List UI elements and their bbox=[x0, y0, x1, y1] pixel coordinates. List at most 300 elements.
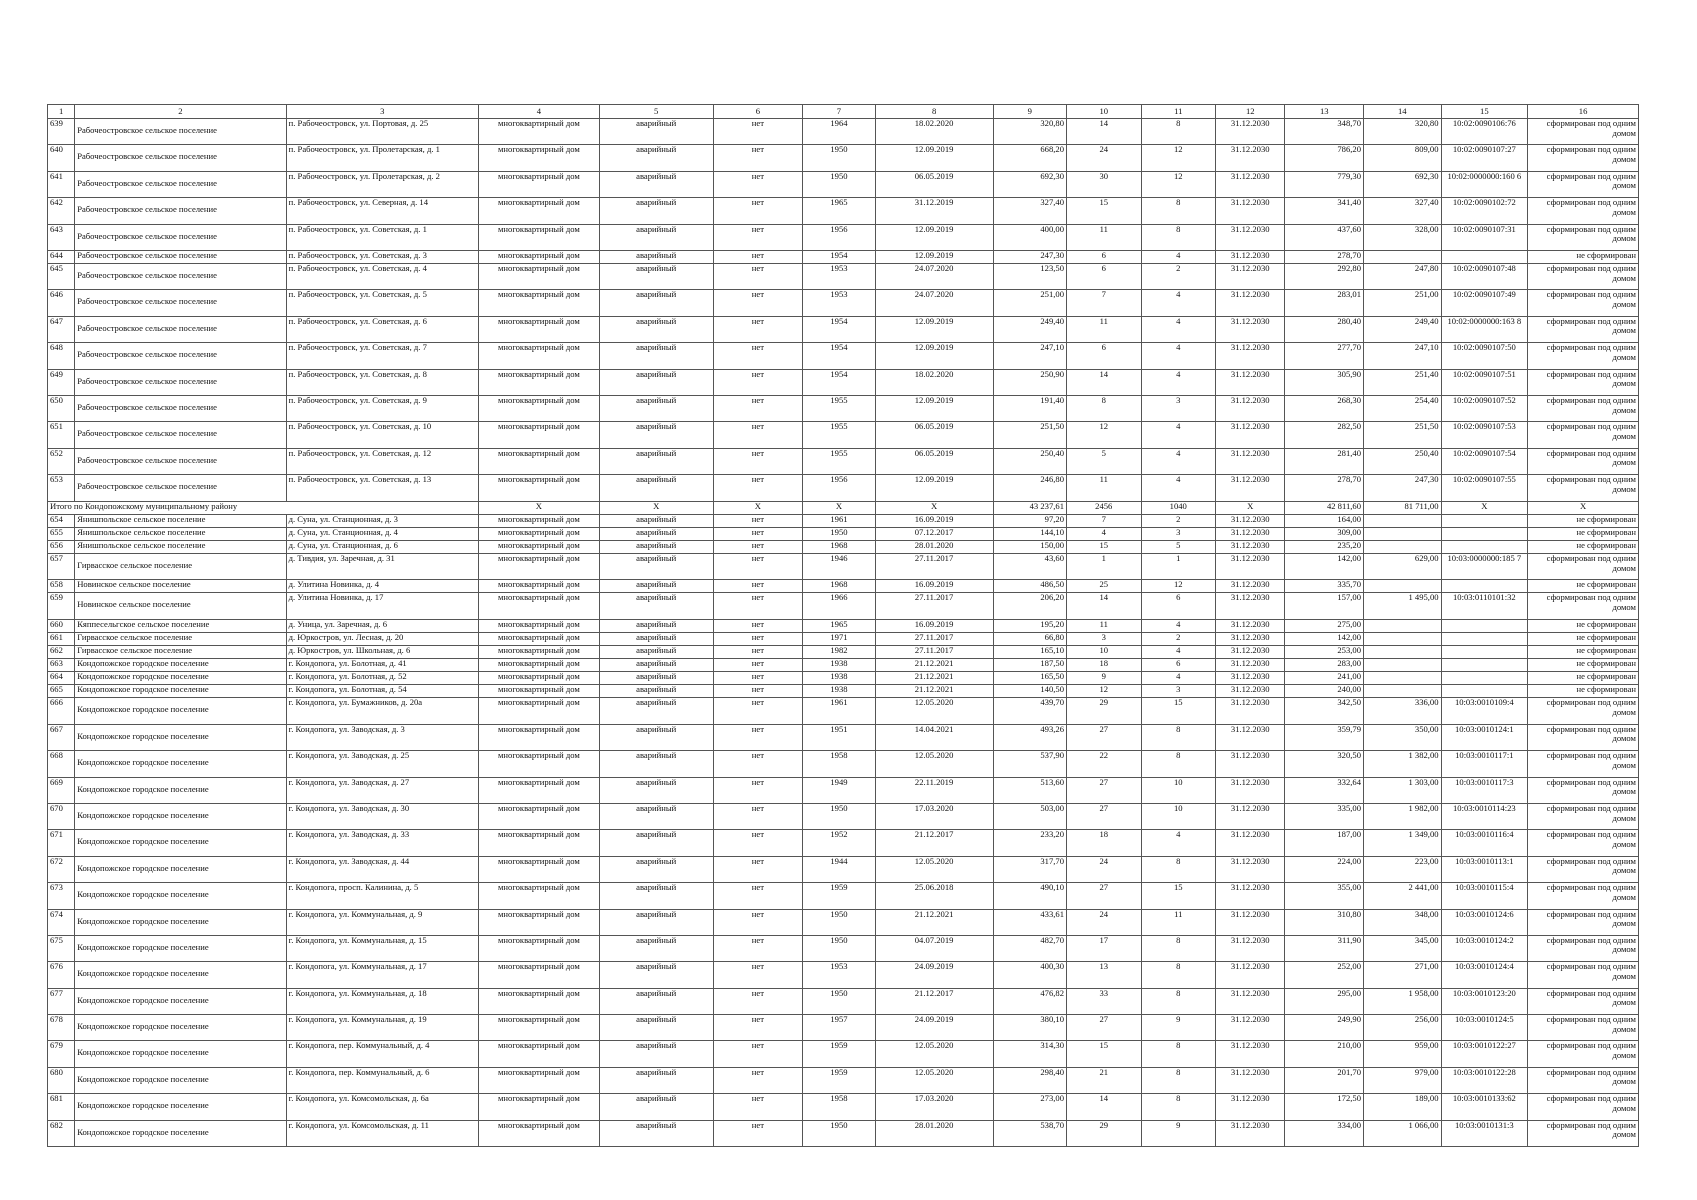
building-type: многоквартирный дом bbox=[478, 422, 599, 448]
municipality-text: Рабочеостровское сельское поселение bbox=[77, 177, 217, 188]
land-area: 1 495,00 bbox=[1364, 593, 1442, 619]
column-6: нет bbox=[713, 909, 803, 935]
residents-count: 11 bbox=[1067, 316, 1142, 342]
land-area bbox=[1364, 619, 1442, 632]
planned-date: 31.12.2030 bbox=[1216, 343, 1285, 369]
area-value: 253,00 bbox=[1285, 646, 1364, 659]
apartments-count: 4 bbox=[1141, 250, 1216, 263]
row-number: 659 bbox=[48, 593, 75, 619]
table-row bbox=[48, 632, 1639, 645]
table-row bbox=[48, 540, 1639, 553]
land-area bbox=[1364, 685, 1442, 698]
total-area: 247,10 bbox=[993, 343, 1067, 369]
cadastral-number: 10:03:0010124:1 bbox=[1441, 724, 1528, 750]
recognition-date: 06.05.2019 bbox=[875, 422, 993, 448]
build-year: 1956 bbox=[803, 475, 876, 501]
land-area: 249,40 bbox=[1364, 316, 1442, 342]
building-type: многоквартирный дом bbox=[478, 448, 599, 474]
column-6: нет bbox=[713, 777, 803, 803]
address: г. Кондопога, пер. Коммунальный, д. 6 bbox=[286, 1067, 478, 1093]
build-year: 1954 bbox=[803, 250, 876, 263]
land-area: 1 349,00 bbox=[1364, 830, 1442, 856]
build-year: 1946 bbox=[803, 553, 876, 579]
area-value: 278,70 bbox=[1285, 475, 1364, 501]
total-c15: X bbox=[1441, 501, 1528, 514]
table-row bbox=[48, 935, 1639, 961]
cadastral-number: 10:03:0010122:28 bbox=[1441, 1067, 1528, 1093]
recognition-date: 21.12.2021 bbox=[875, 685, 993, 698]
land-area: 247,80 bbox=[1364, 264, 1442, 290]
recognition-date: 12.09.2019 bbox=[875, 396, 993, 422]
municipality-text: Рабочеостровское сельское поселение bbox=[77, 296, 217, 307]
residents-count: 5 bbox=[1067, 448, 1142, 474]
planned-date: 31.12.2030 bbox=[1216, 988, 1285, 1014]
total-area: 195,20 bbox=[993, 619, 1067, 632]
area-value: 252,00 bbox=[1285, 962, 1364, 988]
build-year: 1954 bbox=[803, 369, 876, 395]
land-area: 1 303,00 bbox=[1364, 777, 1442, 803]
municipality-text: Рабочеостровское сельское поселение bbox=[77, 204, 217, 215]
recognition-date: 18.02.2020 bbox=[875, 369, 993, 395]
municipality bbox=[75, 171, 286, 197]
municipality-text: Гирвасское сельское поселение bbox=[77, 559, 193, 570]
column-6: нет bbox=[713, 580, 803, 593]
total-area: 187,50 bbox=[993, 659, 1067, 672]
cadastral-number: 10:03:0010124:5 bbox=[1441, 1015, 1528, 1041]
building-type: многоквартирный дом bbox=[478, 909, 599, 935]
address: д. Юркостров, ул. Лесная, д. 20 bbox=[286, 632, 478, 645]
build-year: 1950 bbox=[803, 909, 876, 935]
column-6: нет bbox=[713, 475, 803, 501]
column-6: нет bbox=[713, 593, 803, 619]
column-6: нет bbox=[713, 698, 803, 724]
row-number: 646 bbox=[48, 290, 75, 316]
build-year: 1953 bbox=[803, 290, 876, 316]
address: д. Юркостров, ул. Школьная, д. 6 bbox=[286, 646, 478, 659]
apartments-count: 6 bbox=[1141, 593, 1216, 619]
row-number: 663 bbox=[48, 659, 75, 672]
area-value: 311,90 bbox=[1285, 935, 1364, 961]
cadastral-number: 10:02:0090107:50 bbox=[1441, 343, 1528, 369]
table-row bbox=[48, 751, 1639, 777]
cadastral-number: 10:03:0010124:4 bbox=[1441, 962, 1528, 988]
recognition-date: 21.12.2021 bbox=[875, 672, 993, 685]
apartments-count: 8 bbox=[1141, 724, 1216, 750]
apartments-count: 9 bbox=[1141, 1120, 1216, 1146]
municipality-text: Рабочеостровское сельское поселение bbox=[77, 151, 217, 162]
total-c16: X bbox=[1528, 501, 1639, 514]
column-6: нет bbox=[713, 856, 803, 882]
total-area: 249,40 bbox=[993, 316, 1067, 342]
residents-count: 14 bbox=[1067, 369, 1142, 395]
column-number: 1 bbox=[48, 105, 75, 119]
row-number: 662 bbox=[48, 646, 75, 659]
planned-date: 31.12.2030 bbox=[1216, 962, 1285, 988]
cadastral-number: 10:02:0090107:53 bbox=[1441, 422, 1528, 448]
table-row bbox=[48, 290, 1639, 316]
table-row bbox=[48, 343, 1639, 369]
recognition-date: 21.12.2021 bbox=[875, 909, 993, 935]
cadastral-number: 10:02:0090107:49 bbox=[1441, 290, 1528, 316]
address: п. Рабочеостровск, ул. Пролетарская, д. 1 bbox=[286, 145, 478, 171]
total-area: 400,30 bbox=[993, 962, 1067, 988]
address: г. Кондопога, ул. Заводская, д. 44 bbox=[286, 856, 478, 882]
cadastral-number: 10:03:0010133:62 bbox=[1441, 1094, 1528, 1120]
land-status: сформирован под одним домом bbox=[1528, 369, 1639, 395]
residents-count: 7 bbox=[1067, 514, 1142, 527]
municipality-text: Кондопожское городское поселение bbox=[77, 809, 209, 820]
planned-date: 31.12.2030 bbox=[1216, 553, 1285, 579]
building-state: аварийный bbox=[599, 646, 713, 659]
row-number: 654 bbox=[48, 514, 75, 527]
area-value: 779,30 bbox=[1285, 171, 1364, 197]
municipality bbox=[75, 909, 286, 935]
residents-count: 7 bbox=[1067, 290, 1142, 316]
cadastral-number: 10:02:0090107:55 bbox=[1441, 475, 1528, 501]
cadastral-number: 10:03:0010113:1 bbox=[1441, 856, 1528, 882]
planned-date: 31.12.2030 bbox=[1216, 909, 1285, 935]
municipality bbox=[75, 119, 286, 145]
recognition-date: 12.09.2019 bbox=[875, 224, 993, 250]
row-number: 665 bbox=[48, 685, 75, 698]
cadastral-number: 10:03:0010117:1 bbox=[1441, 751, 1528, 777]
cadastral-number: 10:03:0010124:6 bbox=[1441, 909, 1528, 935]
building-type: многоквартирный дом bbox=[478, 250, 599, 263]
residents-count: 4 bbox=[1067, 527, 1142, 540]
building-state: аварийный bbox=[599, 777, 713, 803]
build-year: 1938 bbox=[803, 672, 876, 685]
municipality bbox=[75, 1067, 286, 1093]
row-number: 664 bbox=[48, 672, 75, 685]
address: п. Рабочеостровск, ул. Советская, д. 10 bbox=[286, 422, 478, 448]
table-row bbox=[48, 553, 1639, 579]
total-c13: 42 811,60 bbox=[1285, 501, 1364, 514]
cadastral-number: 10:03:0010116:4 bbox=[1441, 830, 1528, 856]
row-number: 680 bbox=[48, 1067, 75, 1093]
area-value: 210,00 bbox=[1285, 1041, 1364, 1067]
building-state: аварийный bbox=[599, 475, 713, 501]
building-state: аварийный bbox=[599, 422, 713, 448]
apartments-count: 4 bbox=[1141, 316, 1216, 342]
planned-date: 31.12.2030 bbox=[1216, 593, 1285, 619]
apartments-count: 15 bbox=[1141, 883, 1216, 909]
building-state: аварийный bbox=[599, 343, 713, 369]
planned-date: 31.12.2030 bbox=[1216, 883, 1285, 909]
municipality: Янишпольское сельское поселение bbox=[75, 527, 286, 540]
address: п. Рабочеостровск, ул. Пролетарская, д. 2 bbox=[286, 171, 478, 197]
column-6: нет bbox=[713, 553, 803, 579]
column-6: нет bbox=[713, 619, 803, 632]
row-number: 642 bbox=[48, 198, 75, 224]
apartments-count: 15 bbox=[1141, 698, 1216, 724]
area-value: 164,00 bbox=[1285, 514, 1364, 527]
building-state: аварийный bbox=[599, 527, 713, 540]
area-value: 348,70 bbox=[1285, 119, 1364, 145]
column-6: нет bbox=[713, 290, 803, 316]
residents-count: 17 bbox=[1067, 935, 1142, 961]
address: п. Рабочеостровск, ул. Советская, д. 4 bbox=[286, 264, 478, 290]
land-area bbox=[1364, 632, 1442, 645]
table-row bbox=[48, 580, 1639, 593]
table-row bbox=[48, 369, 1639, 395]
land-status: сформирован под одним домом bbox=[1528, 553, 1639, 579]
build-year: 1955 bbox=[803, 396, 876, 422]
cadastral-number: 10:02:0000000:163 8 bbox=[1441, 316, 1528, 342]
cadastral-number bbox=[1441, 527, 1528, 540]
recognition-date: 12.09.2019 bbox=[875, 250, 993, 263]
planned-date: 31.12.2030 bbox=[1216, 698, 1285, 724]
land-status: сформирован под одним домом bbox=[1528, 909, 1639, 935]
total-area: 476,82 bbox=[993, 988, 1067, 1014]
building-state: аварийный bbox=[599, 632, 713, 645]
recognition-date: 12.05.2020 bbox=[875, 1067, 993, 1093]
land-status: сформирован под одним домом bbox=[1528, 803, 1639, 829]
building-type: многоквартирный дом bbox=[478, 830, 599, 856]
total-area: 513,60 bbox=[993, 777, 1067, 803]
building-type: многоквартирный дом bbox=[478, 540, 599, 553]
cadastral-number: 10:02:0090107:27 bbox=[1441, 145, 1528, 171]
build-year: 1982 bbox=[803, 646, 876, 659]
municipality-text: Рабочеостровское сельское поселение bbox=[77, 125, 217, 135]
residents-count: 24 bbox=[1067, 909, 1142, 935]
build-year: 1964 bbox=[803, 119, 876, 145]
table-row bbox=[48, 119, 1639, 145]
column-6: нет bbox=[713, 1120, 803, 1146]
total-area: 538,70 bbox=[993, 1120, 1067, 1146]
planned-date: 31.12.2030 bbox=[1216, 316, 1285, 342]
building-type: многоквартирный дом bbox=[478, 1067, 599, 1093]
building-type: многоквартирный дом bbox=[478, 632, 599, 645]
total-c8: X bbox=[875, 501, 993, 514]
land-area: 2 441,00 bbox=[1364, 883, 1442, 909]
municipality bbox=[75, 224, 286, 250]
residents-count: 15 bbox=[1067, 540, 1142, 553]
column-number: 13 bbox=[1285, 105, 1364, 119]
municipality bbox=[75, 316, 286, 342]
area-value: 305,90 bbox=[1285, 369, 1364, 395]
row-number: 647 bbox=[48, 316, 75, 342]
total-area: 246,80 bbox=[993, 475, 1067, 501]
municipality bbox=[75, 396, 286, 422]
building-type: многоквартирный дом bbox=[478, 751, 599, 777]
building-state: аварийный bbox=[599, 540, 713, 553]
land-area bbox=[1364, 659, 1442, 672]
building-state: аварийный bbox=[599, 580, 713, 593]
building-type: многоквартирный дом bbox=[478, 1015, 599, 1041]
total-area: 433,61 bbox=[993, 909, 1067, 935]
column-6: нет bbox=[713, 527, 803, 540]
municipality: Кяппесельгское сельское поселение bbox=[75, 619, 286, 632]
building-state: аварийный bbox=[599, 593, 713, 619]
municipality bbox=[75, 856, 286, 882]
building-type: многоквартирный дом bbox=[478, 527, 599, 540]
column-6: нет bbox=[713, 1041, 803, 1067]
municipality-text: Кондопожское городское поселение bbox=[77, 704, 209, 715]
row-number: 672 bbox=[48, 856, 75, 882]
column-6: нет bbox=[713, 988, 803, 1014]
municipality-text: Рабочеостровское сельское поселение bbox=[77, 375, 217, 386]
column-6: нет bbox=[713, 632, 803, 645]
column-6: нет bbox=[713, 145, 803, 171]
table-row bbox=[48, 672, 1639, 685]
total-area: 320,80 bbox=[993, 119, 1067, 145]
build-year: 1950 bbox=[803, 935, 876, 961]
table-row bbox=[48, 1015, 1639, 1041]
apartments-count: 8 bbox=[1141, 224, 1216, 250]
housing-table bbox=[47, 104, 1639, 1147]
municipality bbox=[75, 698, 286, 724]
document-page bbox=[47, 104, 1639, 1147]
area-value: 278,70 bbox=[1285, 250, 1364, 263]
municipality bbox=[75, 988, 286, 1014]
apartments-count: 4 bbox=[1141, 619, 1216, 632]
column-6: нет bbox=[713, 224, 803, 250]
building-state: аварийный bbox=[599, 935, 713, 961]
build-year: 1950 bbox=[803, 171, 876, 197]
address: г. Кондопога, ул. Заводская, д. 30 bbox=[286, 803, 478, 829]
building-state: аварийный bbox=[599, 1015, 713, 1041]
planned-date: 31.12.2030 bbox=[1216, 659, 1285, 672]
land-status: сформирован под одним домом bbox=[1528, 593, 1639, 619]
municipality-text: Кондопожское городское поселение bbox=[77, 968, 209, 979]
build-year: 1956 bbox=[803, 224, 876, 250]
build-year: 1958 bbox=[803, 1094, 876, 1120]
total-area: 380,10 bbox=[993, 1015, 1067, 1041]
planned-date: 31.12.2030 bbox=[1216, 1120, 1285, 1146]
building-state: аварийный bbox=[599, 369, 713, 395]
apartments-count: 8 bbox=[1141, 1041, 1216, 1067]
table-row bbox=[48, 777, 1639, 803]
column-6: нет bbox=[713, 883, 803, 909]
apartments-count: 5 bbox=[1141, 540, 1216, 553]
land-status: не сформирован bbox=[1528, 685, 1639, 698]
apartments-count: 4 bbox=[1141, 448, 1216, 474]
land-area bbox=[1364, 646, 1442, 659]
total-c6: X bbox=[713, 501, 803, 514]
apartments-count: 8 bbox=[1141, 198, 1216, 224]
land-area: 1 066,00 bbox=[1364, 1120, 1442, 1146]
building-state: аварийный bbox=[599, 1094, 713, 1120]
build-year: 1971 bbox=[803, 632, 876, 645]
total-area: 144,10 bbox=[993, 527, 1067, 540]
column-6: нет bbox=[713, 935, 803, 961]
residents-count: 15 bbox=[1067, 198, 1142, 224]
apartments-count: 10 bbox=[1141, 803, 1216, 829]
row-number: 674 bbox=[48, 909, 75, 935]
land-status: сформирован под одним домом bbox=[1528, 171, 1639, 197]
planned-date: 31.12.2030 bbox=[1216, 1015, 1285, 1041]
residents-count: 3 bbox=[1067, 632, 1142, 645]
residents-count: 27 bbox=[1067, 1015, 1142, 1041]
table-row bbox=[48, 396, 1639, 422]
residents-count: 24 bbox=[1067, 145, 1142, 171]
row-number: 643 bbox=[48, 224, 75, 250]
total-area: 482,70 bbox=[993, 935, 1067, 961]
residents-count: 22 bbox=[1067, 751, 1142, 777]
building-type: многоквартирный дом bbox=[478, 396, 599, 422]
building-type: многоквартирный дом bbox=[478, 553, 599, 579]
building-state: аварийный bbox=[599, 724, 713, 750]
row-number: 681 bbox=[48, 1094, 75, 1120]
land-status: сформирован под одним домом bbox=[1528, 962, 1639, 988]
row-number: 652 bbox=[48, 448, 75, 474]
residents-count: 9 bbox=[1067, 672, 1142, 685]
address: д. Тивдия, ул. Заречная, д. 31 bbox=[286, 553, 478, 579]
cadastral-number: 10:03:0010115:4 bbox=[1441, 883, 1528, 909]
build-year: 1949 bbox=[803, 777, 876, 803]
build-year: 1950 bbox=[803, 145, 876, 171]
land-area: 959,00 bbox=[1364, 1041, 1442, 1067]
residents-count: 11 bbox=[1067, 475, 1142, 501]
address: п. Рабочеостровск, ул. Советская, д. 5 bbox=[286, 290, 478, 316]
table-row bbox=[48, 1041, 1639, 1067]
land-status: не сформирован bbox=[1528, 540, 1639, 553]
planned-date: 31.12.2030 bbox=[1216, 646, 1285, 659]
row-number: 640 bbox=[48, 145, 75, 171]
apartments-count: 8 bbox=[1141, 962, 1216, 988]
table-row bbox=[48, 264, 1639, 290]
municipality-text: Рабочеостровское сельское поселение bbox=[77, 428, 217, 439]
building-type: многоквартирный дом bbox=[478, 856, 599, 882]
planned-date: 31.12.2030 bbox=[1216, 685, 1285, 698]
building-type: многоквартирный дом bbox=[478, 724, 599, 750]
building-state: аварийный bbox=[599, 316, 713, 342]
land-status: сформирован под одним домом bbox=[1528, 935, 1639, 961]
land-status: сформирован под одним домом bbox=[1528, 290, 1639, 316]
land-status: сформирован под одним домом bbox=[1528, 856, 1639, 882]
recognition-date: 12.09.2019 bbox=[875, 145, 993, 171]
column-number: 14 bbox=[1364, 105, 1442, 119]
residents-count: 1 bbox=[1067, 553, 1142, 579]
area-value: 281,40 bbox=[1285, 448, 1364, 474]
residents-count: 14 bbox=[1067, 119, 1142, 145]
cadastral-number: 10:02:0090107:48 bbox=[1441, 264, 1528, 290]
municipality-text: Новинское сельское поселение bbox=[77, 599, 191, 610]
land-status: не сформирован bbox=[1528, 250, 1639, 263]
residents-count: 27 bbox=[1067, 777, 1142, 803]
total-area: 400,00 bbox=[993, 224, 1067, 250]
total-area: 150,00 bbox=[993, 540, 1067, 553]
planned-date: 31.12.2030 bbox=[1216, 475, 1285, 501]
row-number: 676 bbox=[48, 962, 75, 988]
row-number: 670 bbox=[48, 803, 75, 829]
land-area: 345,00 bbox=[1364, 935, 1442, 961]
cadastral-number bbox=[1441, 514, 1528, 527]
address: д. Уница, ул. Заречная, д. 6 bbox=[286, 619, 478, 632]
column-6: нет bbox=[713, 250, 803, 263]
address: г. Кондопога, ул. Болотная, д. 52 bbox=[286, 672, 478, 685]
residents-count: 25 bbox=[1067, 580, 1142, 593]
building-state: аварийный bbox=[599, 145, 713, 171]
address: г. Кондопога, ул. Комсомольская, д. 6а bbox=[286, 1094, 478, 1120]
municipality: Новинское сельское поселение bbox=[75, 580, 286, 593]
recognition-date: 25.06.2018 bbox=[875, 883, 993, 909]
building-type: многоквартирный дом bbox=[478, 514, 599, 527]
total-area: 43 237,61 bbox=[993, 501, 1067, 514]
total-area: 191,40 bbox=[993, 396, 1067, 422]
row-number: 641 bbox=[48, 171, 75, 197]
land-status: сформирован под одним домом bbox=[1528, 883, 1639, 909]
total-c4: X bbox=[478, 501, 599, 514]
column-6: нет bbox=[713, 264, 803, 290]
total-area: 140,50 bbox=[993, 685, 1067, 698]
column-number: 16 bbox=[1528, 105, 1639, 119]
column-6: нет bbox=[713, 448, 803, 474]
municipality bbox=[75, 830, 286, 856]
recognition-date: 27.11.2017 bbox=[875, 553, 993, 579]
area-value: 292,80 bbox=[1285, 264, 1364, 290]
municipality bbox=[75, 962, 286, 988]
